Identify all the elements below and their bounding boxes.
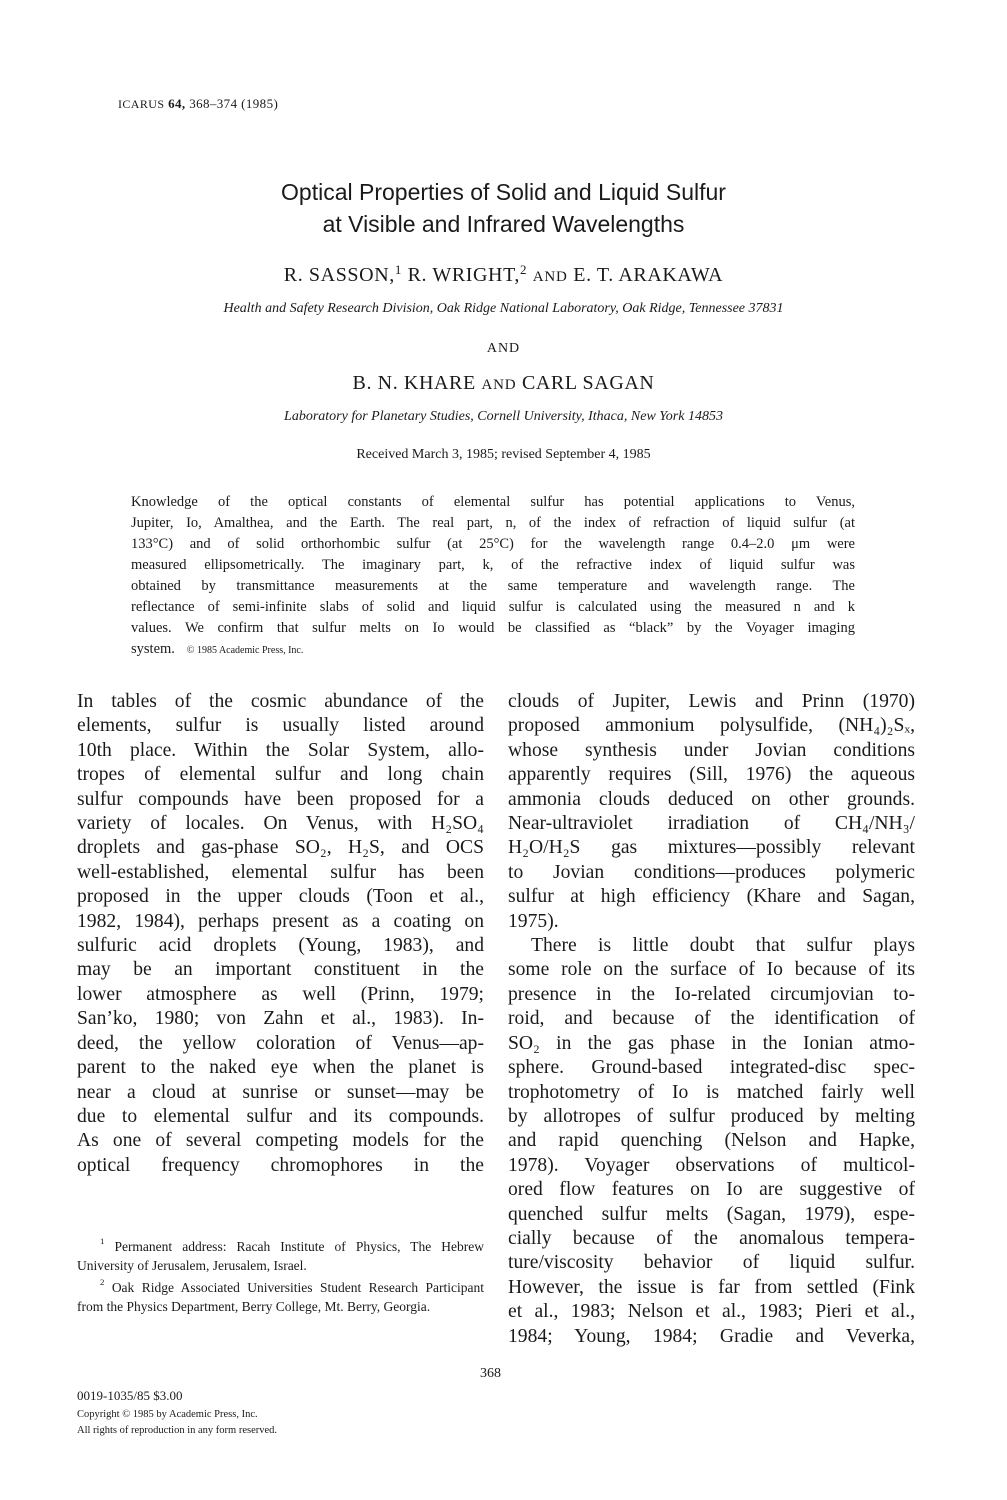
body-line: cially because of the anomalous tempera-: [508, 1227, 915, 1249]
copyright-notice: Copyright © 1985 by Academic Press, Inc.: [77, 1409, 258, 1420]
footnotes: [77, 1237, 484, 1316]
abstract-line: values. We confirm that sulfur melts on Io would be classified as “black” by the Voyager imaging: [131, 620, 855, 636]
body-line: parent to the naked eye when the planet is: [77, 1057, 484, 1079]
footnote-2: [77, 1278, 484, 1316]
body-line: proposed ammonium polysulfide, (NH₄)₂Sₓ,: [508, 715, 915, 737]
abstract-line: measured ellipsometrically. The imaginary part, k, of the refractive index of liquid sulfur was: [131, 557, 855, 573]
body-line: and rapid quenching (Nelson and Hapke,: [508, 1130, 915, 1152]
body-line: ture/viscosity behavior of liquid sulfur.: [508, 1252, 915, 1274]
footnote-2-text: Oak Ridge Associated Universities Student Research Participant from the Physics Department, Berry College, Mt. Berry, Georgia.: [77, 1280, 485, 1314]
footnote-1: [77, 1237, 484, 1275]
paper-title: [100, 176, 907, 240]
body-line: 1984; Young, 1984; Gradie and Veverka,: [508, 1325, 915, 1347]
body-line: et al., 1983; Nelson et al., 1983; Pieri et al.,: [508, 1301, 915, 1323]
abstract-line: Knowledge of the optical constants of elemental sulfur has potential applications to Venus,: [131, 494, 855, 510]
body-line: However, the issue is far from settled (Fink: [508, 1276, 915, 1298]
body-column-right: [508, 690, 915, 1349]
title-line-1: Optical Properties of Solid and Liquid Sulfur: [281, 179, 726, 205]
body-line: optical frequency chromophores in the: [77, 1154, 484, 1176]
body-line: may be an important constituent in the: [77, 959, 484, 981]
body-line: ammonia clouds deduced on other grounds.: [508, 788, 915, 810]
footnote-1-text: Permanent address: Racah Institute of Physics, The Hebrew University of Jerusalem, Jerusalem, Israel.: [77, 1239, 485, 1273]
body-line: due to elemental sulfur and its compounds.: [77, 1105, 484, 1127]
body-line: sphere. Ground-based integrated-disc spec-: [508, 1057, 915, 1079]
author-sasson: R. SASSON,: [283, 264, 395, 286]
footnote-mark-2: 2: [520, 262, 528, 277]
abstract-line: 133°C) and of solid orthorhombic sulfur (at 25°C) for the wavelength range 0.4–2.0 μm were: [131, 536, 855, 552]
author-sagan: CARL SAGAN: [521, 372, 655, 394]
journal-name: ICARUS: [118, 97, 165, 111]
body-line: San’ko, 1980; von Zahn et al., 1983). In-: [77, 1008, 484, 1030]
affiliation-cornell: Laboratory for Planetary Studies, Cornell University, Ithaca, New York 14853: [284, 409, 723, 424]
body-line: presence in the Io-related circumjovian to-: [508, 983, 915, 1005]
body-column-left: [77, 690, 484, 1178]
abstract-copyright: © 1985 Academic Press, Inc.: [186, 645, 304, 656]
body-line: 1975).: [508, 910, 559, 932]
body-line: some role on the surface of Io because of its: [508, 959, 915, 981]
rights-notice: All rights of reproduction in any form reserved.: [77, 1425, 278, 1436]
body-line: trophotometry of Io is matched fairly well: [508, 1081, 915, 1103]
author-conjunction: AND: [481, 377, 517, 393]
body-line: tropes of elemental sulfur and long chain: [77, 764, 484, 786]
journal-citation: [118, 96, 278, 112]
body-line: near a cloud at sunrise or sunset—may be: [77, 1081, 484, 1103]
issn-price: 0019-1035/85 $3.00: [77, 1388, 183, 1403]
body-line: variety of locales. On Venus, with H₂SO₄: [77, 813, 484, 835]
body-line: deed, the yellow coloration of Venus—ap-: [77, 1032, 484, 1054]
abstract-line: obtained by transmittance measurements at the same temperature and wavelength range. The: [131, 578, 855, 594]
author-group-separator: AND: [486, 341, 521, 356]
body-line: ored flow features on Io are suggestive of: [508, 1179, 915, 1201]
body-line: 10th place. Within the Solar System, allo-: [77, 739, 484, 761]
body-line: sulfur compounds have been proposed for a: [77, 788, 484, 810]
received-date: Received March 3, 1985; revised September 4, 1985: [356, 447, 651, 462]
body-line: SO₂ in the gas phase in the Ionian atmo-: [508, 1032, 915, 1054]
body-line: droplets and gas-phase SO₂, H₂S, and OCS: [77, 837, 484, 859]
body-line: clouds of Jupiter, Lewis and Prinn (1970): [508, 691, 915, 712]
author-list-2: [100, 372, 907, 395]
footnote-mark-1: 1: [394, 262, 402, 277]
body-line: well-established, elemental sulfur has been: [77, 861, 484, 883]
body-line: quenched sulfur melts (Sagan, 1979), espe-: [508, 1203, 915, 1225]
body-line: H₂O/H₂S gas mixtures—possibly relevant: [508, 837, 915, 859]
body-line: roid, and because of the identification of: [508, 1008, 915, 1030]
body-line: by allotropes of sulfur produced by melting: [508, 1105, 915, 1127]
body-line: As one of several competing models for the: [77, 1130, 484, 1152]
body-line: proposed in the upper clouds (Toon et al.,: [77, 886, 484, 908]
footnote-1-mark: 1: [100, 1236, 105, 1246]
body-line: whose synthesis under Jovian conditions: [508, 739, 915, 761]
footnote-2-mark: 2: [100, 1277, 105, 1287]
page-number: 368: [480, 1366, 501, 1381]
abstract-line: Jupiter, Io, Amalthea, and the Earth. The real part, n, of the index of refraction of liquid sulfur (at: [131, 515, 855, 531]
body-line: Near-ultraviolet irradiation of CH₄/NH₃/: [508, 813, 915, 835]
body-line: In tables of the cosmic abundance of the: [77, 691, 484, 712]
body-line: There is little doubt that sulfur plays: [531, 935, 915, 957]
author-conjunction: AND: [532, 269, 568, 285]
author-wright: R. WRIGHT,: [407, 264, 521, 286]
abstract-line: reflectance of semi-infinite slabs of solid and liquid sulfur is calculated using the measured n and k: [131, 599, 855, 615]
body-line: to Jovian conditions—produces polymeric: [508, 861, 915, 883]
body-line: lower atmosphere as well (Prinn, 1979;: [77, 983, 484, 1005]
title-line-2: at Visible and Infrared Wavelengths: [322, 211, 685, 237]
author-khare: B. N. KHARE: [352, 372, 476, 394]
affiliation-ornl: Health and Safety Research Division, Oak Ridge National Laboratory, Oak Ridge, Tennessee 37831: [223, 301, 784, 316]
body-line: sulfuric acid droplets (Young, 1983), and: [77, 935, 484, 957]
author-arakawa: E. T. ARAKAWA: [573, 264, 724, 286]
author-list-1: [100, 264, 907, 287]
body-line: 1982, 1984), perhaps present as a coating on: [77, 910, 484, 932]
body-line: sulfur at high efficiency (Khare and Sagan,: [508, 886, 915, 908]
abstract-line: system.: [131, 641, 175, 657]
journal-pages-year: 368–374 (1985): [189, 96, 279, 111]
body-line: 1978). Voyager observations of multicol-: [508, 1154, 915, 1176]
body-line: apparently requires (Sill, 1976) the aqueous: [508, 764, 915, 786]
journal-volume: 64,: [168, 96, 186, 111]
abstract-last-line: [131, 639, 855, 661]
body-line: elements, sulfur is usually listed around: [77, 715, 484, 737]
abstract: [131, 492, 855, 661]
